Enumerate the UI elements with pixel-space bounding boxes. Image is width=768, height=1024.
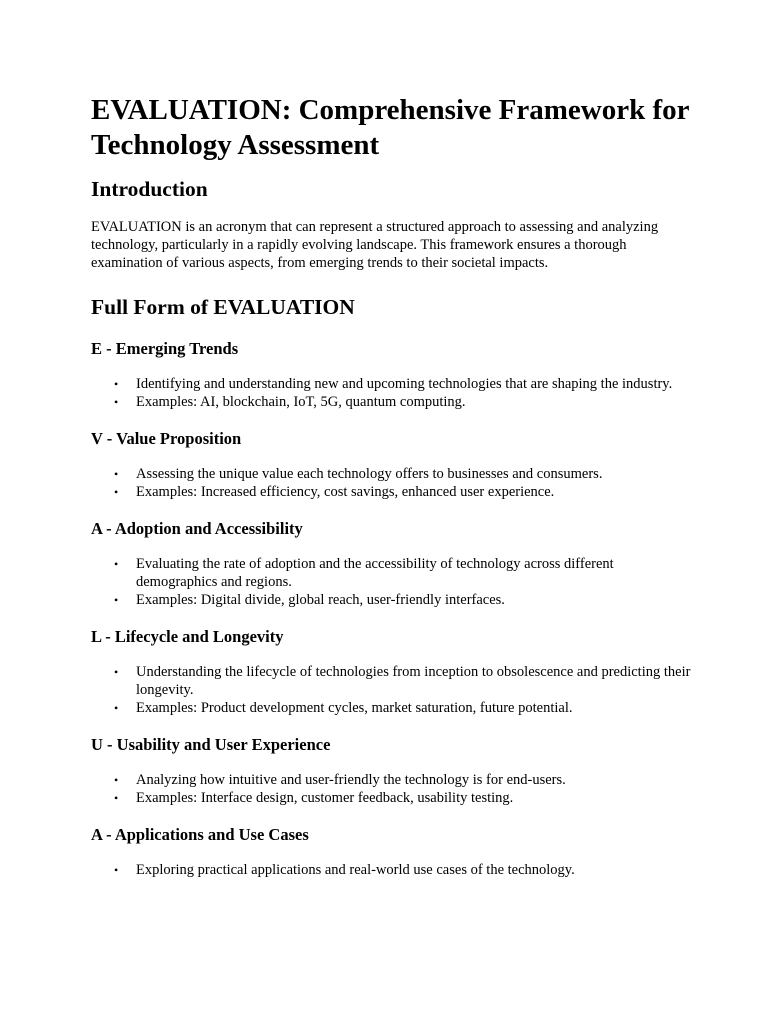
document-page	[91, 0, 691, 879]
bullet-icon: •	[114, 467, 119, 481]
section-heading: E - Emerging Trends	[91, 339, 239, 358]
list-item	[114, 483, 691, 501]
list-item-text: Examples: Product development cycles, market saturation, future potential.	[136, 700, 573, 716]
list-item-text: Examples: Digital divide, global reach, user-friendly interfaces.	[136, 592, 505, 608]
list-item-text: Understanding the lifecycle of technologies from inception to obsolescence and predicting their longevity.	[136, 664, 691, 698]
bullet-icon: •	[114, 377, 119, 391]
section-heading: U - Usability and User Experience	[91, 735, 331, 754]
list-item	[114, 789, 691, 807]
list-item	[114, 591, 691, 609]
sections-container	[91, 339, 691, 879]
intro-heading: Introduction	[91, 177, 208, 201]
section-heading: L - Lifecycle and Longevity	[91, 627, 284, 646]
list-item	[114, 861, 691, 879]
list-item-text: Examples: AI, blockchain, IoT, 5G, quantum computing.	[136, 394, 466, 410]
bullet-icon: •	[114, 593, 119, 607]
section-heading: A - Adoption and Accessibility	[91, 519, 303, 538]
list-item	[114, 663, 691, 699]
bullet-icon: •	[114, 791, 119, 805]
intro-paragraph: EVALUATION is an acronym that can represent a structured approach to assessing and analyzing technology, particularly in a rapidly evolving landscape. This framework ensures a thorough examination of various aspects, from emerging trends to their societal impacts.	[91, 219, 659, 271]
list-item	[114, 555, 691, 591]
section-heading: V - Value Proposition	[91, 429, 242, 448]
list-item-text: Analyzing how intuitive and user-friendly the technology is for end-users.	[136, 772, 566, 788]
bullet-list	[91, 555, 691, 609]
list-item	[114, 393, 691, 411]
list-item-text: Evaluating the rate of adoption and the accessibility of technology across different demographics and regions.	[136, 556, 614, 590]
section-heading: A - Applications and Use Cases	[91, 825, 309, 844]
bullet-list	[91, 771, 691, 807]
list-item-text: Examples: Interface design, customer feedback, usability testing.	[136, 790, 514, 806]
bullet-icon: •	[114, 701, 119, 715]
list-item-text: Exploring practical applications and real-world use cases of the technology.	[136, 862, 575, 878]
bullet-icon: •	[114, 665, 119, 679]
document-title: EVALUATION: Comprehensive Framework for Technology Assessment	[91, 94, 689, 161]
list-item	[114, 699, 691, 717]
list-item	[114, 465, 691, 483]
bullet-icon: •	[114, 395, 119, 409]
bullet-list	[91, 861, 691, 879]
list-item-text: Assessing the unique value each technology offers to businesses and consumers.	[136, 466, 603, 482]
bullet-icon: •	[114, 485, 119, 499]
list-item-text: Examples: Increased efficiency, cost savings, enhanced user experience.	[136, 484, 555, 500]
list-item	[114, 771, 691, 789]
list-item-text: Identifying and understanding new and upcoming technologies that are shaping the industry.	[136, 376, 673, 392]
bullet-list	[91, 663, 691, 717]
bullet-icon: •	[114, 773, 119, 787]
bullet-icon: •	[114, 863, 119, 877]
bullet-list	[91, 375, 691, 411]
full-form-heading: Full Form of EVALUATION	[91, 295, 355, 319]
bullet-list	[91, 465, 691, 501]
list-item	[114, 375, 691, 393]
bullet-icon: •	[114, 557, 119, 571]
